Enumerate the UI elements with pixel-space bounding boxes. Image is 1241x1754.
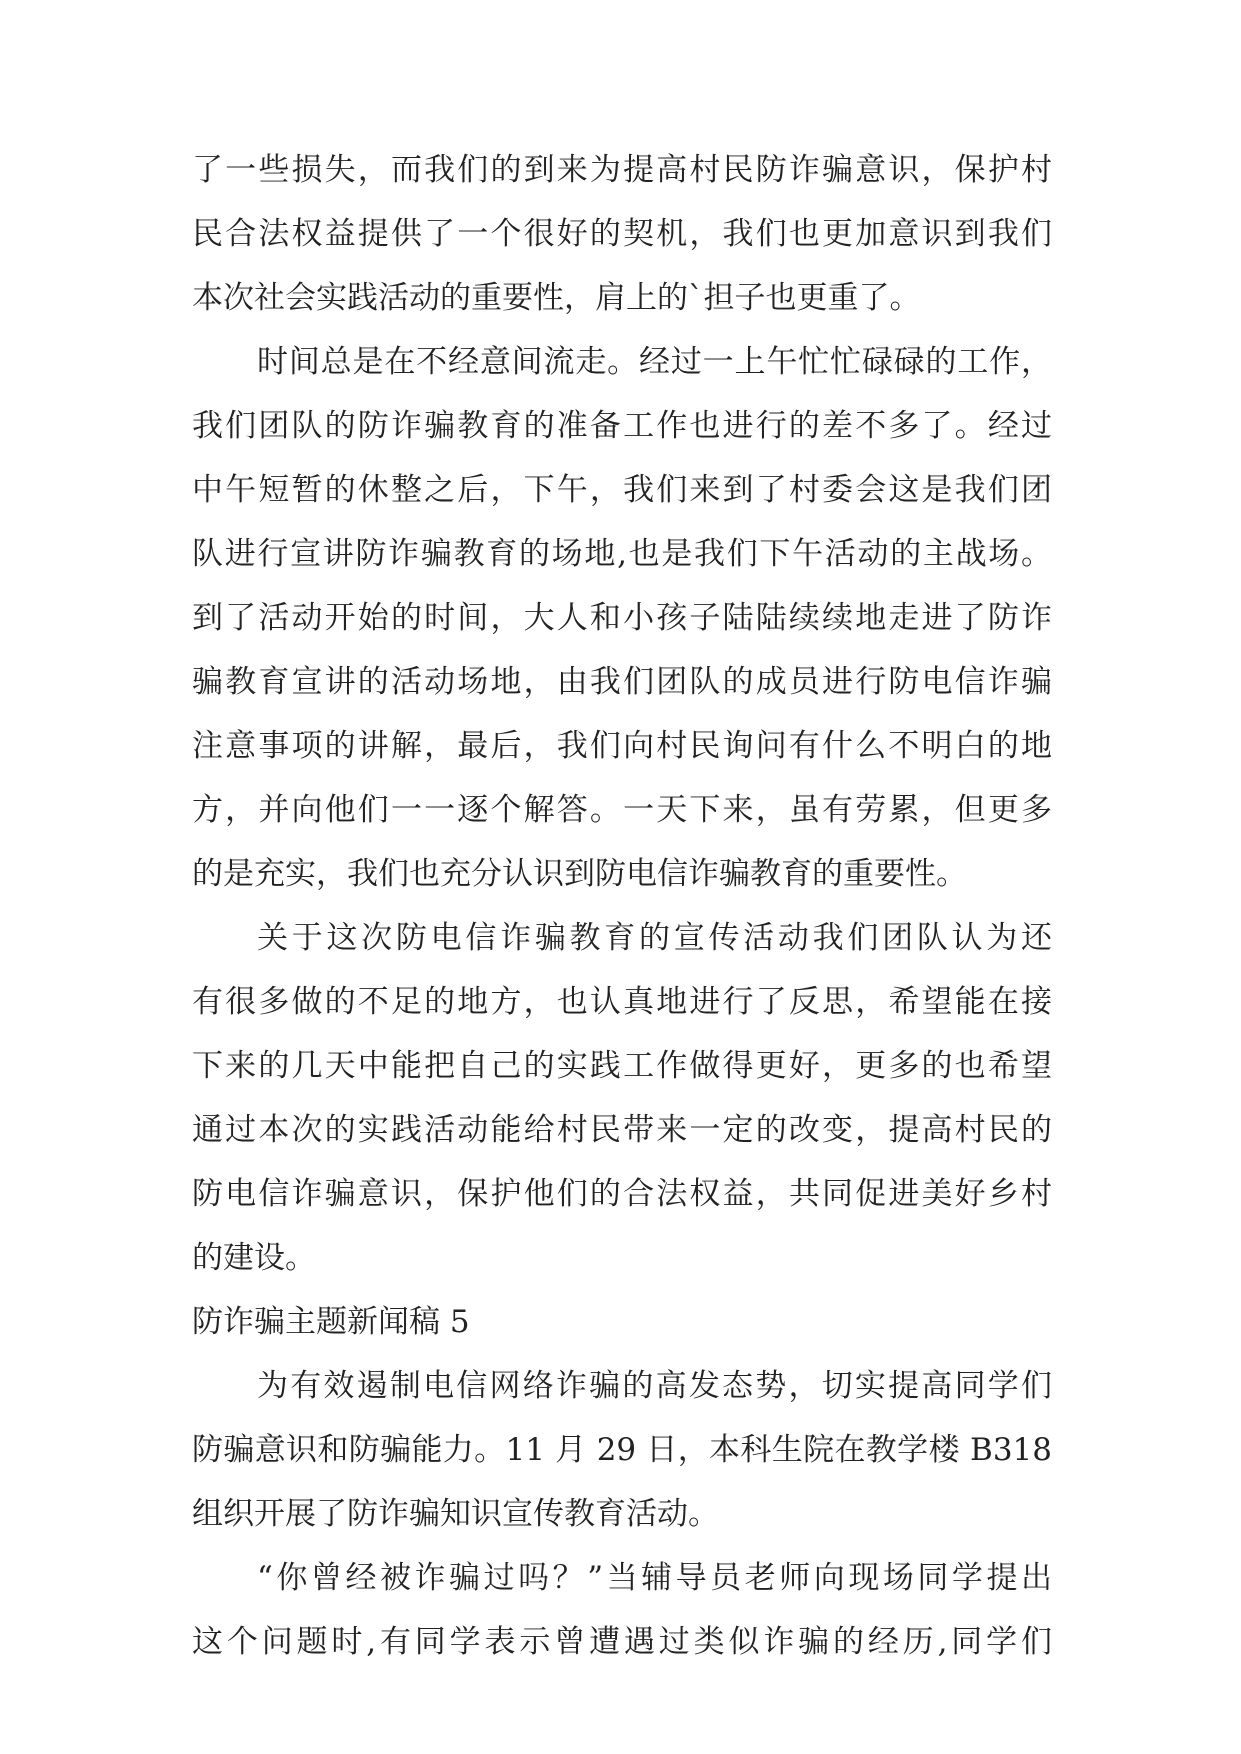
paragraph-first-line: 为有效遏制电信网络诈骗的高发态势，切实提高同学们 [257, 1368, 1052, 1404]
text-line: 到了活动开始的时间，大人和小孩子陆陆续续地走进了防诈 [192, 600, 1052, 636]
text-line: 下来的几天中能把自己的实践工作做得更好，更多的也希望 [192, 1048, 1052, 1084]
text-line: 我们团队的防诈骗教育的准备工作也进行的差不多了。经过 [192, 408, 1052, 444]
text-line: 防骗意识和防骗能力。11 月 29 日，本科生院在教学楼 B318 [192, 1432, 1052, 1468]
text-line: 本次社会实践活动的重要性，肩上的`担子也更重了。 [192, 280, 921, 316]
section-heading: 防诈骗主题新闻稿 5 [192, 1304, 470, 1340]
text-line: 有很多做的不足的地方，也认真地进行了反思，希望能在接 [192, 984, 1052, 1020]
paragraph-first-line: “你曾经被诈骗过吗？”当辅导员老师向现场同学提出 [257, 1560, 1052, 1596]
text-line: 中午短暂的休整之后，下午，我们来到了村委会这是我们团 [192, 472, 1052, 508]
paragraph-first-line: 时间总是在不经意间流走。经过一上午忙忙碌碌的工作， [257, 344, 1052, 380]
text-line: 骗教育宣讲的活动场地，由我们团队的成员进行防电信诈骗 [192, 664, 1052, 700]
text-line: 了一些损失，而我们的到来为提高村民防诈骗意识，保护村 [192, 152, 1052, 188]
text-line: 注意事项的讲解，最后，我们向村民询问有什么不明白的地 [192, 728, 1052, 764]
document-body [192, 138, 1052, 1674]
text-line: 的是充实，我们也充分认识到防电信诈骗教育的重要性。 [192, 856, 967, 892]
text-line: 的建设。 [192, 1240, 316, 1276]
text-line: 这个问题时,有同学表示曾遭遇过类似诈骗的经历,同学们 [192, 1624, 1052, 1660]
text-line: 通过本次的实践活动能给村民带来一定的改变，提高村民的 [192, 1112, 1052, 1148]
text-line: 防电信诈骗意识，保护他们的合法权益，共同促进美好乡村 [192, 1176, 1052, 1212]
paragraph-first-line: 关于这次防电信诈骗教育的宣传活动我们团队认为还 [257, 920, 1052, 956]
text-line: 民合法权益提供了一个很好的契机，我们也更加意识到我们 [192, 216, 1052, 252]
text-line: 队进行宣讲防诈骗教育的场地,也是我们下午活动的主战场。 [192, 536, 1052, 572]
text-line: 方，并向他们一一逐个解答。一天下来，虽有劳累，但更多 [192, 792, 1052, 828]
text-line: 组织开展了防诈骗知识宣传教育活动。 [192, 1496, 719, 1532]
